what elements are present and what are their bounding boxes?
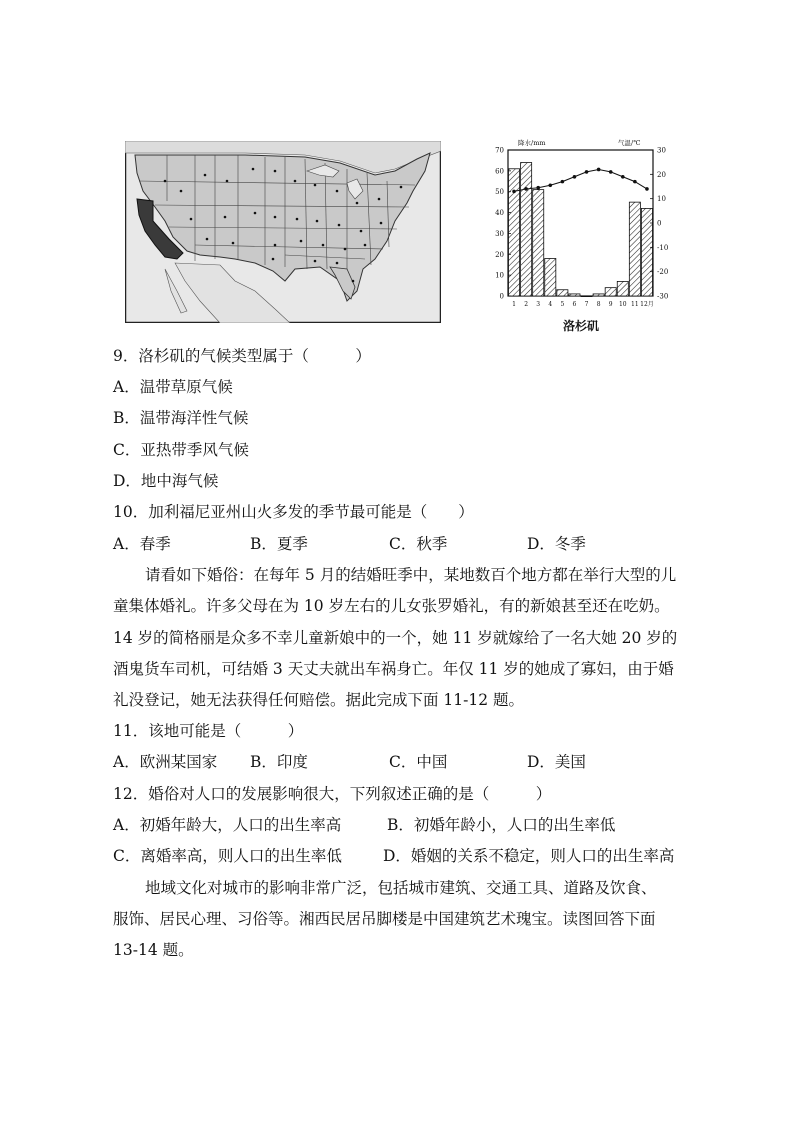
temp-point-6	[573, 175, 577, 179]
precip-bar-11	[629, 202, 640, 296]
passage1-line-1: 请看如下婚俗：在每年 5 月的结婚旺季中，某地数百个地方都在举行大型的儿	[145, 566, 677, 584]
passage2-line-3: 13-14 题。	[113, 941, 194, 959]
q11-option-d: D．美国	[527, 753, 586, 771]
chart-title: 洛杉矶	[562, 319, 600, 333]
precip-bar-8	[593, 294, 604, 296]
q9-option-a: A．温带草原气候	[113, 378, 233, 396]
ytick-left-60: 60	[495, 167, 504, 176]
ytick-left-0: 0	[499, 292, 504, 301]
precip-bar-1	[509, 169, 520, 296]
passage1-line-3: 14 岁的简格丽是众多不幸儿童新娘中的一个，她 11 岁就嫁给了一名大她 20 岁的	[113, 629, 678, 647]
temp-point-4	[548, 183, 552, 187]
ytick-left-10: 10	[495, 271, 504, 280]
q9-option-b: B．温带海洋性气候	[113, 409, 249, 427]
q12-option-a: A．初婚年龄大，人口的出生率高	[113, 816, 342, 834]
chart-ylabel-right: 气温/℃	[618, 139, 641, 147]
passage1-line-2: 童集体婚礼。许多父母在为 10 岁左右的儿女张罗婚礼，有的新娘甚至还在吃奶。	[113, 597, 670, 615]
temp-point-8	[597, 168, 601, 172]
q9-stem: 9．洛杉矶的气候类型属于（ ）	[113, 347, 371, 365]
xtick-11: 11	[631, 301, 639, 308]
precip-bar-9	[605, 288, 616, 296]
ytick-right--10: -10	[657, 243, 669, 252]
precip-bar-7	[581, 296, 592, 297]
q10-stem: 10．加利福尼亚州山火多发的季节最可能是（ ）	[113, 503, 474, 521]
xtick-7: 7	[584, 301, 589, 308]
q11-option-a: A．欧洲某国家	[113, 753, 218, 771]
q12-option-c: C．离婚率高，则人口的出生率低	[113, 847, 342, 865]
precip-bar-3	[533, 190, 544, 296]
xtick-6: 6	[572, 301, 577, 308]
precip-bar-12	[641, 208, 652, 296]
temp-point-5	[561, 180, 565, 184]
q11-stem: 11．该地可能是（ ）	[113, 722, 304, 740]
precip-bar-4	[545, 258, 556, 296]
precip-bar-2	[521, 163, 532, 296]
chart-bars	[509, 163, 653, 297]
passage2-line-2: 服饰、居民心理、习俗等。湘西民居吊脚楼是中国建筑艺术瑰宝。读图回答下面	[113, 910, 656, 928]
ytick-right-30: 30	[657, 146, 666, 155]
q10-option-c: C．秋季	[389, 535, 448, 553]
xtick-5: 5	[560, 301, 565, 308]
ytick-right--30: -30	[657, 292, 669, 301]
xtick-3: 3	[536, 301, 541, 308]
q12-stem: 12．婚俗对人口的发展影响很大，下列叙述正确的是（ ）	[113, 785, 552, 803]
q11-option-b: B．印度	[250, 753, 308, 771]
xtick-1: 1	[512, 301, 516, 308]
temp-point-9	[609, 170, 613, 174]
passage1-line-4: 酒鬼货车司机，可结婚 3 天丈夫就出车祸身亡。年仅 11 岁的她成了寡妇，由于婚	[113, 660, 674, 678]
temp-point-2	[524, 187, 528, 191]
passage1-line-5: 礼没登记，她无法获得任何赔偿。据此完成下面 11-12 题。	[113, 691, 525, 709]
q9-option-d: D．地中海气候	[113, 472, 219, 490]
q10-option-d: D．冬季	[527, 535, 586, 553]
temp-point-7	[585, 170, 589, 174]
temp-point-11	[633, 180, 637, 184]
temp-point-1	[512, 190, 516, 194]
precip-bar-6	[569, 294, 580, 296]
climate-chart	[478, 138, 678, 334]
temp-point-12	[645, 187, 649, 191]
xtick-8: 8	[596, 301, 601, 308]
precip-bar-10	[617, 281, 628, 296]
ytick-left-40: 40	[495, 209, 504, 218]
temperature-line	[514, 169, 647, 191]
temp-point-10	[621, 175, 625, 179]
ytick-left-20: 20	[495, 250, 504, 259]
ytick-right-10: 10	[657, 195, 666, 204]
q9-option-c: C．亚热带季风气候	[113, 441, 249, 459]
q12-option-b: B．初婚年龄小，人口的出生率低	[387, 816, 616, 834]
q11-option-c: C．中国	[389, 753, 448, 771]
q10-option-b: B．夏季	[250, 535, 308, 553]
passage2-line-1: 地域文化对城市的影响非常广泛，包括城市建筑、交通工具、道路及饮食、	[145, 879, 657, 897]
ytick-right-0: 0	[657, 219, 662, 228]
ytick-right-20: 20	[657, 170, 666, 179]
precip-bar-5	[557, 290, 568, 296]
xtick-10: 10	[618, 301, 627, 308]
q10-option-a: A．春季	[113, 535, 171, 553]
ytick-right--20: -20	[657, 268, 669, 277]
xtick-2: 2	[524, 301, 529, 308]
xtick-4: 4	[548, 301, 553, 308]
temp-point-3	[536, 186, 540, 190]
us-map	[125, 141, 441, 323]
q12-option-d: D．婚姻的关系不稳定，则人口的出生率高	[383, 847, 675, 865]
ytick-left-30: 30	[495, 229, 504, 238]
chart-ylabel-left: 降水/mm	[518, 139, 546, 147]
ytick-left-70: 70	[495, 146, 504, 155]
xtick-12: 12月	[640, 301, 654, 308]
xtick-9: 9	[608, 301, 613, 308]
ytick-left-50: 50	[495, 188, 504, 197]
